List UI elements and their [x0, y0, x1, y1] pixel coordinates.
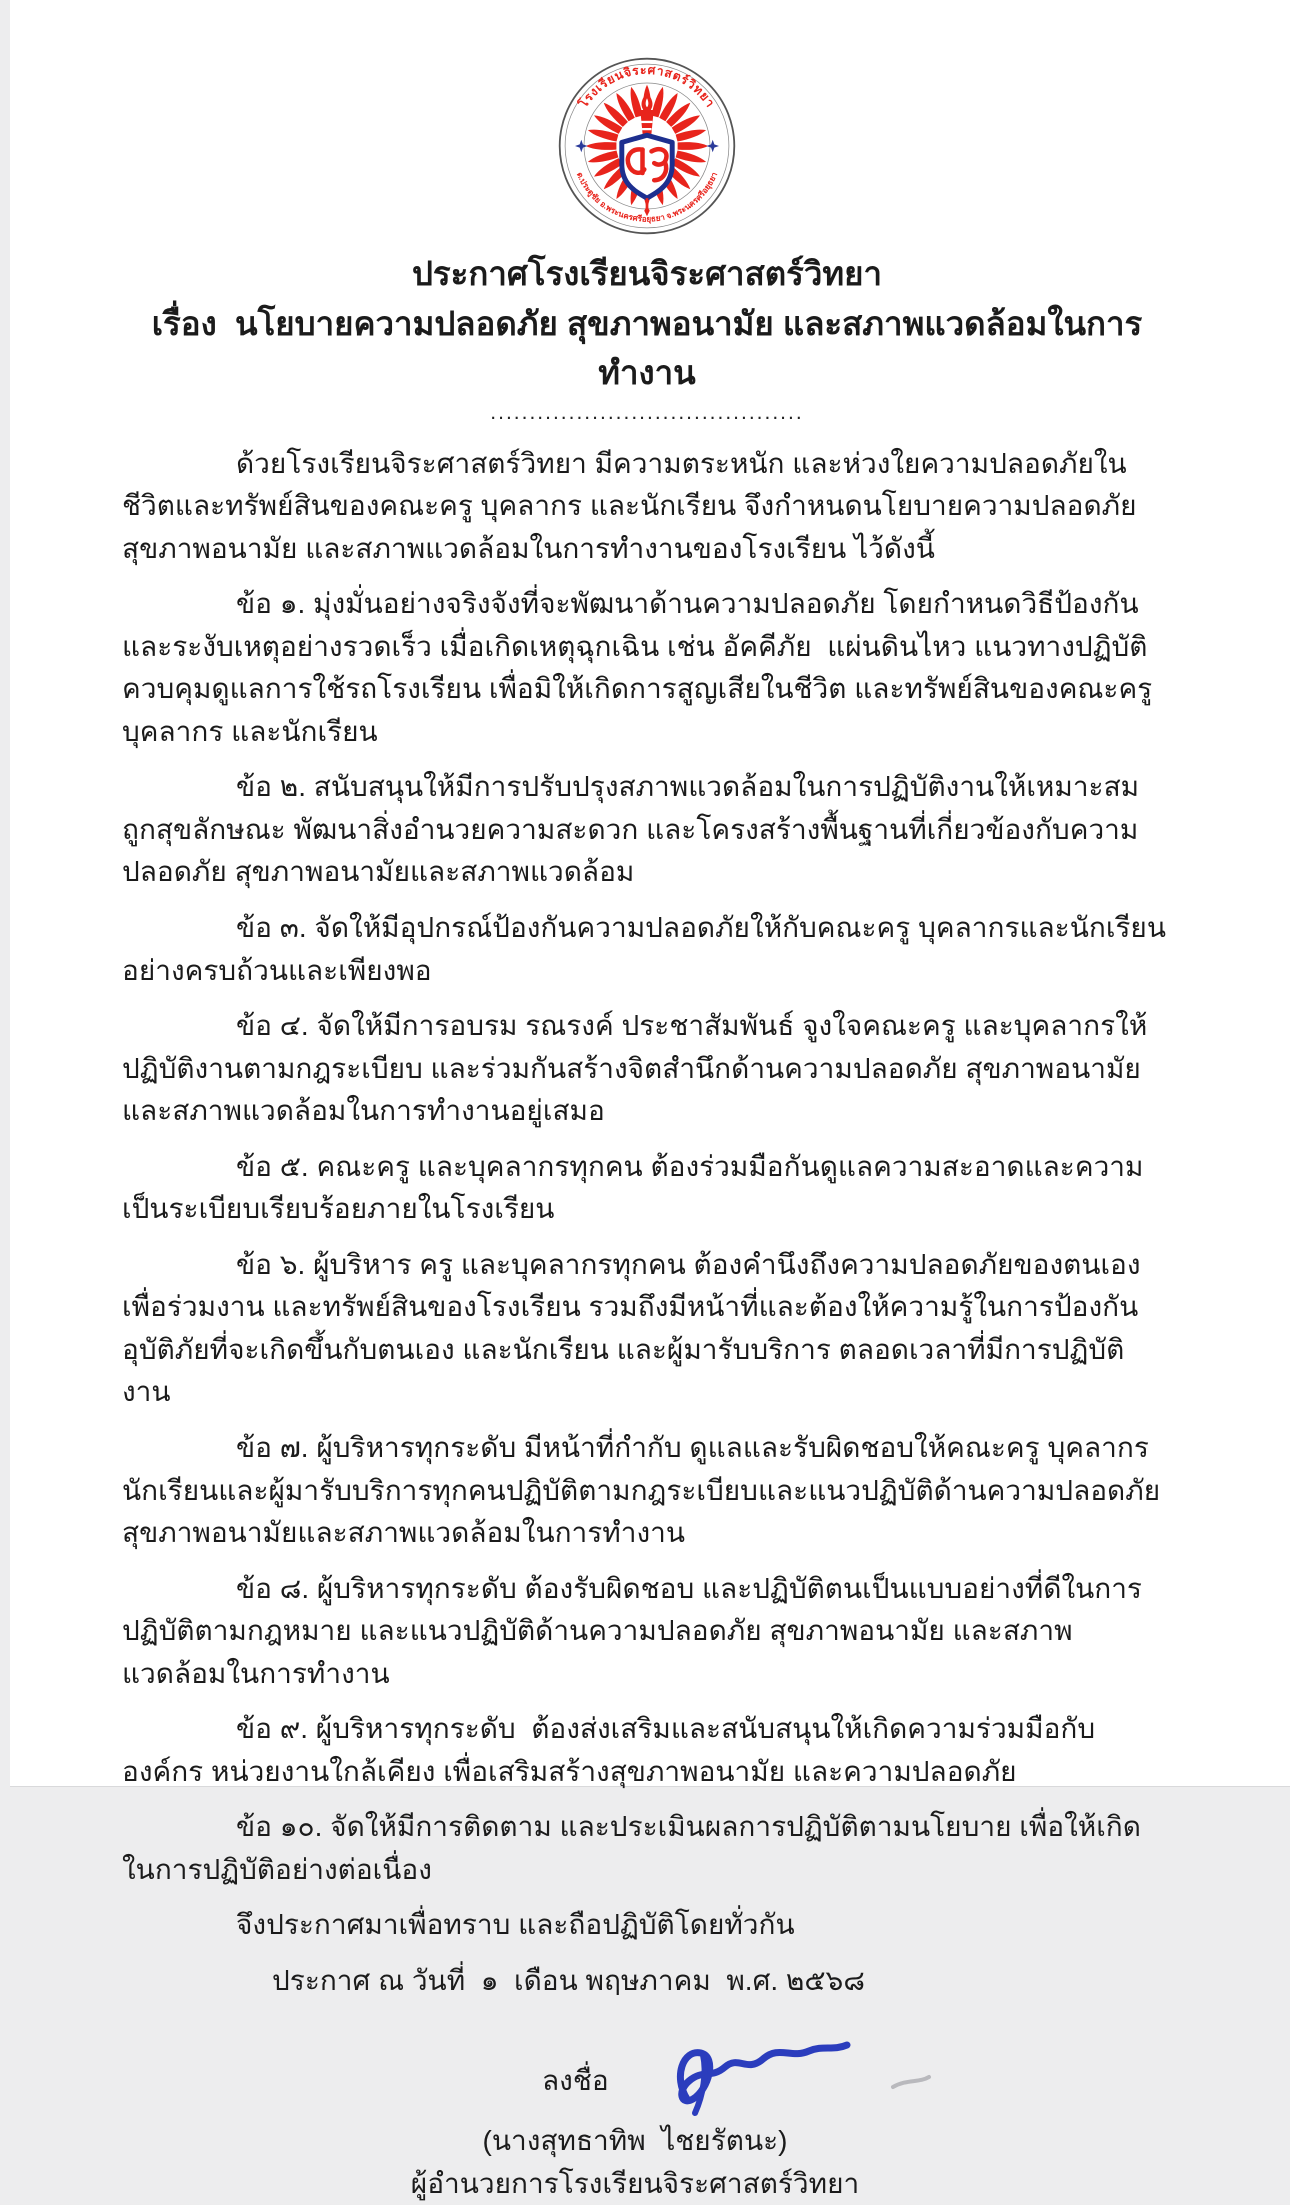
policy-item-9: ข้อ ๙. ผู้บริหารทุกระดับ ต้องส่งเสริมและสนับสนุนให้เกิดความร่วมมือกับองค์กร หน่วยงานใกล้เคียง เพื่อเสริมสร้างสุขภาพอนามัย และความปลอดภัย	[122, 1713, 1096, 1787]
policy-item-10: ข้อ ๑๐. จัดให้มีการติดตาม และประเมินผลการปฏิบัติตามนโยบาย เพื่อให้เกิดในการปฏิบัติอย่างต่อเนื่อง	[122, 1811, 1141, 1885]
policy-item-7: ข้อ ๗. ผู้บริหารทุกระดับ มีหน้าที่กำกับ ดูแลและรับผิดชอบให้คณะครู บุคลากร นักเรียนและผู้มารับบริการทุกคนปฏิบัติตามกฎระเบียบและแนวปฏิบัติด้านความปลอดภัย สุขภาพอนามัยและสภาพแวดล้อมในการทำงาน	[122, 1431, 1168, 1549]
signature-label: ลงชื่อ	[542, 2064, 609, 2096]
school-logo	[549, 56, 745, 236]
logo-address: ต.ประตูชัย อ.พระนครศรีอยุธยา จ.พระนครศรีอยุธยา	[574, 170, 720, 224]
policy-item-1: ข้อ ๑. มุ่งมั่นอย่างจริงจังที่จะพัฒนาด้านความปลอดภัย โดยกำหนดวิธีป้องกันและระงับเหตุอย่างรวดเร็ว เมื่อเกิดเหตุฉุกเฉิน เช่น อัคคีภัย แผ่นดินไหว แนวทางปฏิบัติควบคุมดูแลการใช้รถโรงเรียน เพื่อมิให้เกิดการสูญเสียในชีวิต และทรัพย์สินของคณะครู บุคลากร และนักเรียน	[122, 588, 1160, 747]
logo-school-name: โรงเรียนจิระศาสตร์วิทยา	[576, 62, 718, 111]
logo-container	[122, 56, 1172, 241]
policy-item-2: ข้อ ๒. สนับสนุนให้มีการปรับปรุงสภาพแวดล้อมในการปฏิบัติงานให้เหมาะสม ถูกสุขลักษณะ พัฒนาสิ่งอำนวยความสะดวก และโครงสร้างพื้นฐานที่เกี่ยวข้องกับความปลอดภัย สุขภาพอนามัยและสภาพแวดล้อม	[122, 771, 1147, 888]
announcement-date: ประกาศ ณ วันที่ ๑ เดือน พฤษภาคม พ.ศ. ๒๕๖๘	[272, 1965, 865, 1996]
document-page	[10, 0, 1290, 2199]
policy-item-5: ข้อ ๕. คณะครู และบุคลากรทุกคน ต้องร่วมมือกันดูแลความสะอาดและความเป็นระเบียบเรียบร้อยภายในโรงเรียน	[122, 1150, 1144, 1225]
policy-item-4: ข้อ ๔. จัดให้มีการอบรม รณรงค์ ประชาสัมพันธ์ จูงใจคณะครู และบุคลากรให้ปฏิบัติงานตามกฎระเบียบ และร่วมกันสร้างจิตสำนึกด้านความปลอดภัย สุขภาพอนามัย และสภาพแวดล้อมในการทำงานอยู่เสมอ	[122, 1010, 1149, 1127]
signature-ink	[651, 2025, 971, 2121]
intro-paragraph: ด้วยโรงเรียนจิระศาสตร์วิทยา มีความตระหนัก และห่วงใยความปลอดภัยในชีวิตและทรัพย์สินของคณะครู บุคลากร และนักเรียน จึงกำหนดนโยบายความปลอดภัย สุขภาพอนามัย และสภาพแวดล้อมในการทำงานของโรงเรียน ไว้ดังนี้	[122, 447, 1145, 564]
announcement-title: ประกาศโรงเรียนจิระศาสตร์วิทยา	[411, 255, 883, 292]
signer-position: ผู้อำนวยการโรงเรียนจิระศาสตร์วิทยา	[410, 2167, 860, 2199]
policy-item-6: ข้อ ๖. ผู้บริหาร ครู และบุคลากรทุกคน ต้องคำนึงถึงความปลอดภัยของตนเอง เพื่อร่วมงาน และทรัพย์สินของโรงเรียน รวมถึงมีหน้าที่และต้องให้ความรู้ในการป้องกันอุบัติภัยที่จะเกิดขึ้นกับตนเอง และนักเรียน และผู้มารับบริการ ตลอดเวลาที่มีการปฏิบัติงาน	[122, 1248, 1149, 1408]
announcement-subject: เรื่อง นโยบายความปลอดภัย สุขภาพอนามัย และสภาพแวดล้อมในการทำงาน	[151, 304, 1143, 391]
policy-item-8: ข้อ ๘. ผู้บริหารทุกระดับ ต้องรับผิดชอบ และปฏิบัติตนเป็นแบบอย่างที่ดีในการปฏิบัติตามกฎหมาย และแนวปฏิบัติด้านความปลอดภัย สุขภาพอนามัย และสภาพแวดล้อมในการทำงาน	[122, 1572, 1142, 1689]
policy-item-3: ข้อ ๓. จัดให้มีอุปกรณ์ป้องกันความปลอดภัยให้กับคณะครู บุคลากรและนักเรียน อย่างครบถ้วนและเพียงพอ	[122, 911, 1174, 986]
dotted-divider: ........................................	[490, 400, 804, 424]
closing-paragraph: จึงประกาศมาเพื่อทราบ และถือปฏิบัติโดยทั่วกัน	[236, 1909, 795, 1941]
signature-row	[542, 2023, 1172, 2119]
signer-name: (นางสุทธาทิพ ไชยรัตนะ)	[482, 2124, 788, 2156]
